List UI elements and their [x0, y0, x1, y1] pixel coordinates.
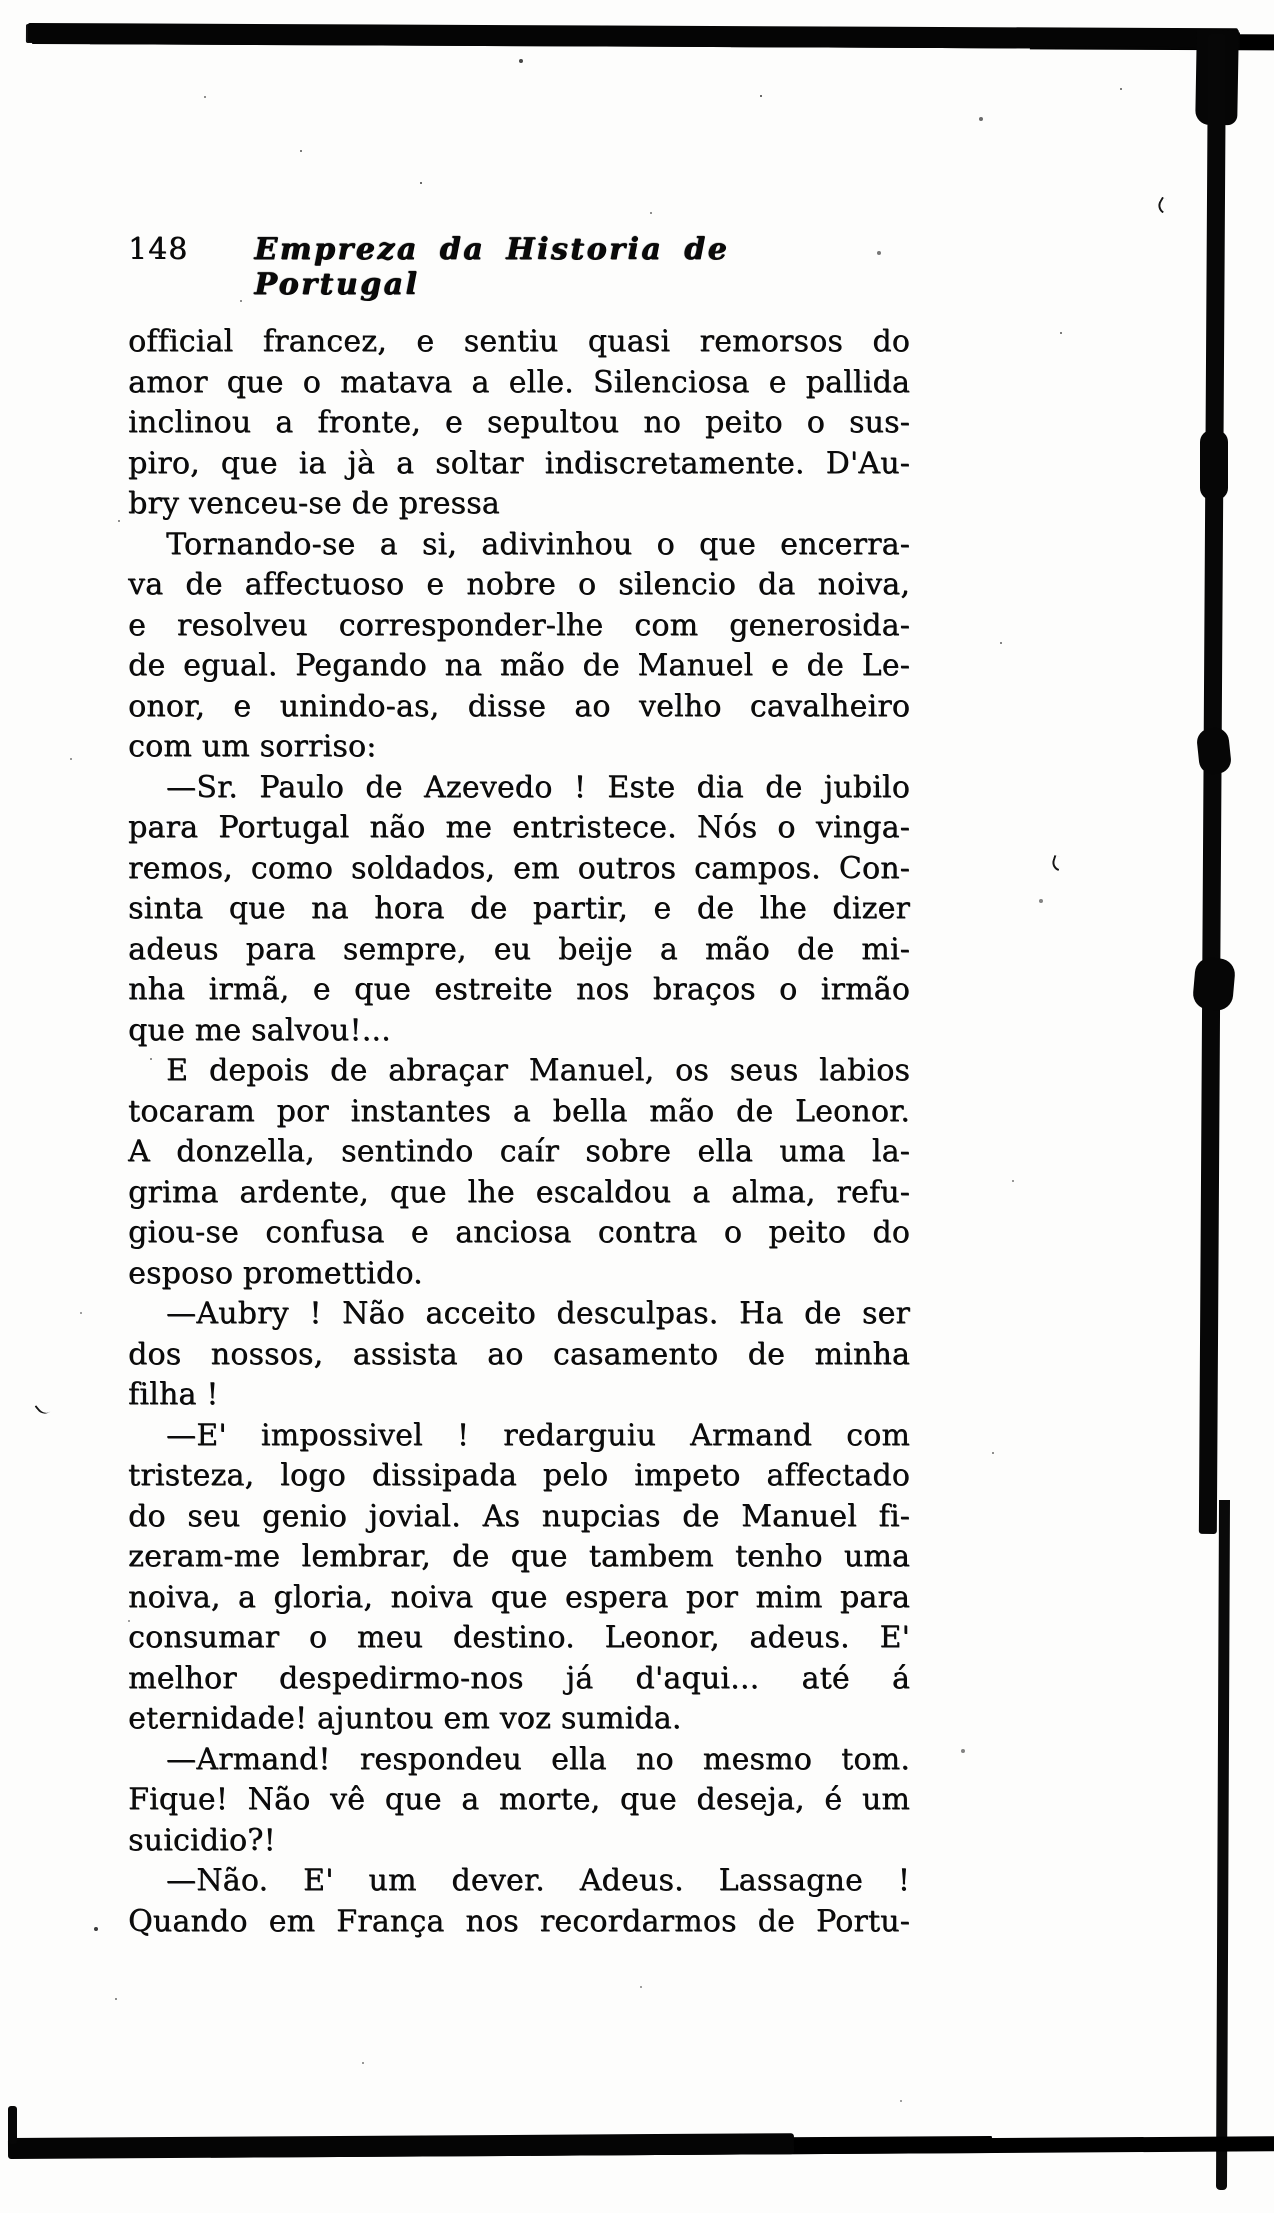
text-line: para Portugal não me entristece. Nós o vinga- [128, 810, 910, 845]
scan-ink-blob [1200, 430, 1228, 500]
text-line: Tornando-se a si, adivinhou o que encerra- [166, 526, 910, 562]
text-line: Fique! Não vê que a morte, que deseja, é um [128, 1782, 910, 1817]
text-line: A donzella, sentindo caír sobre ella uma la- [128, 1134, 910, 1169]
text-line: com um sorriso: [128, 729, 377, 764]
text-line: giou-se confusa e anciosa contra o peito do [128, 1215, 910, 1250]
text-line: va de affectuoso e nobre o silencio da noiva, [128, 567, 910, 602]
ink-fleck [1050, 855, 1063, 871]
text-line: tristeza, logo dissipada pelo impeto affectado [128, 1458, 910, 1493]
text-line: remos, como soldados, em outros campos. Con- [128, 850, 910, 886]
text-line: —E' impossivel ! redarguiu Armand com [166, 1417, 910, 1453]
text-line: piro, que ia jà a soltar indiscretamente. D'Au- [128, 445, 910, 481]
ink-fleck [1155, 197, 1170, 214]
text-line: amor que o matava a elle. Silenciosa e pallida [128, 364, 910, 400]
text-line: nha irmã, e que estreite nos braços o irmão [128, 972, 910, 1007]
text-line: do seu genio jovial. As nupcias de Manuel fi- [128, 1498, 910, 1534]
text-line: —Não. E' um dever. Adeus. Lassagne ! [166, 1863, 910, 1898]
text-line: E depois de abraçar Manuel, os seus labios [166, 1053, 910, 1088]
scan-edge-right-lower [1216, 1500, 1230, 2190]
text-line: bry venceu-se de pressa [128, 486, 500, 521]
text-line: esposo promettido. [128, 1255, 423, 1291]
text-line: inclinou a fronte, e sepultou no peito o sus- [128, 405, 910, 440]
text-line: consumar o meu destino. Leonor, adeus. E' [128, 1620, 910, 1655]
text-line: grima ardente, que lhe escaldou a alma, refu- [128, 1174, 910, 1210]
text-line: filha ! [128, 1377, 219, 1412]
text-line: —Sr. Paulo de Azevedo ! Este dia de jubilo [166, 769, 910, 805]
scan-ink-blob [1192, 956, 1236, 1011]
text-line: de egual. Pegando na mão de Manuel e de Le- [128, 648, 910, 683]
text-line: eternidade! ajuntou em voz sumida. [128, 1701, 682, 1736]
text-line: —Aubry ! Não acceito desculpas. Ha de ser [166, 1296, 910, 1331]
text-line: onor, e unindo-as, disse ao velho cavalheiro [128, 688, 910, 724]
text-line: suicidio?! [128, 1822, 276, 1858]
scan-specks [0, 0, 2, 2]
text-line: —Armand! respondeu ella no mesmo tom. [166, 1741, 910, 1777]
text-line: adeus para sempre, eu beije a mão de mi- [128, 931, 910, 967]
scan-edge-bottom [8, 2133, 794, 2159]
running-title: Empreza da Historia de Portugal [254, 232, 730, 302]
scan-edge-bottom-stub [8, 2106, 17, 2144]
text-line: Quando em França nos recordarmos de Portu- [128, 1903, 910, 1939]
text-line: dos nossos, assista ao casamento de minha [128, 1336, 910, 1372]
text-line: e resolveu corresponder-lhe com generosida- [128, 607, 910, 643]
scan-ink-blob [1196, 726, 1233, 775]
text-line: tocaram por instantes a bella mão de Leonor. [128, 1093, 910, 1129]
text-line: sinta que na hora de partir, e de lhe dizer [128, 891, 910, 926]
text-line: official francez, e sentiu quasi remorsos do [128, 324, 910, 359]
scan-edge-top [28, 23, 1238, 47]
text-line: zeram-me lembrar, de que tambem tenho uma [128, 1539, 910, 1574]
text-line: noiva, a gloria, noiva que espera por mim para [128, 1579, 910, 1615]
text-line: melhor despedirmo-nos já d'aqui... até á [128, 1660, 910, 1696]
page-header [128, 232, 910, 302]
text-line: que me salvou!... [128, 1012, 391, 1048]
page-number: 148 [128, 232, 189, 267]
scan-edge-right [1199, 34, 1226, 1534]
ink-fleck [35, 1401, 51, 1418]
page-text [128, 322, 910, 1942]
